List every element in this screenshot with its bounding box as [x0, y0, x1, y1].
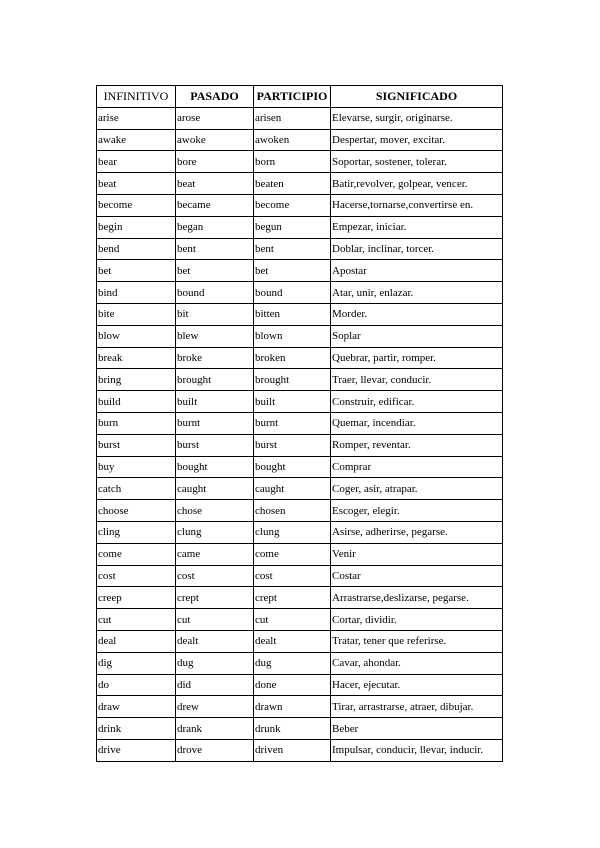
cell-participio: blown — [254, 325, 331, 347]
cell-infinitivo: begin — [97, 216, 176, 238]
cell-participio: done — [254, 674, 331, 696]
irregular-verbs-table — [96, 85, 503, 762]
table-row — [97, 609, 503, 631]
table-row — [97, 543, 503, 565]
cell-pasado: drank — [176, 718, 254, 740]
cell-infinitivo: arise — [97, 107, 176, 129]
cell-pasado: cost — [176, 565, 254, 587]
table-row — [97, 173, 503, 195]
cell-pasado: beat — [176, 173, 254, 195]
cell-significado: Morder. — [331, 303, 503, 325]
table-row — [97, 303, 503, 325]
cell-infinitivo: deal — [97, 630, 176, 652]
cell-pasado: became — [176, 194, 254, 216]
cell-participio: bound — [254, 282, 331, 304]
cell-infinitivo: bind — [97, 282, 176, 304]
cell-infinitivo: buy — [97, 456, 176, 478]
cell-participio: bent — [254, 238, 331, 260]
table-row — [97, 282, 503, 304]
cell-participio: chosen — [254, 500, 331, 522]
cell-pasado: burst — [176, 434, 254, 456]
cell-participio: driven — [254, 739, 331, 761]
cell-participio: burst — [254, 434, 331, 456]
cell-pasado: drew — [176, 696, 254, 718]
cell-participio: come — [254, 543, 331, 565]
cell-pasado: bound — [176, 282, 254, 304]
cell-pasado: bore — [176, 151, 254, 173]
cell-significado: Despertar, mover, excitar. — [331, 129, 503, 151]
table-row — [97, 521, 503, 543]
cell-pasado: caught — [176, 478, 254, 500]
table-row — [97, 456, 503, 478]
cell-significado: Costar — [331, 565, 503, 587]
cell-significado: Venir — [331, 543, 503, 565]
cell-pasado: did — [176, 674, 254, 696]
table-row — [97, 151, 503, 173]
header-infinitivo: INFINITIVO — [97, 86, 176, 108]
cell-pasado: arose — [176, 107, 254, 129]
table-row — [97, 369, 503, 391]
cell-participio: brought — [254, 369, 331, 391]
table-row — [97, 391, 503, 413]
cell-participio: arisen — [254, 107, 331, 129]
cell-participio: burnt — [254, 412, 331, 434]
cell-pasado: burnt — [176, 412, 254, 434]
cell-infinitivo: build — [97, 391, 176, 413]
cell-significado: Romper, reventar. — [331, 434, 503, 456]
cell-infinitivo: do — [97, 674, 176, 696]
table-row — [97, 434, 503, 456]
cell-infinitivo: become — [97, 194, 176, 216]
cell-pasado: blew — [176, 325, 254, 347]
cell-significado: Doblar, inclinar, torcer. — [331, 238, 503, 260]
cell-significado: Impulsar, conducir, llevar, inducir. — [331, 739, 503, 761]
cell-pasado: bought — [176, 456, 254, 478]
cell-pasado: cut — [176, 609, 254, 631]
cell-pasado: broke — [176, 347, 254, 369]
cell-infinitivo: cling — [97, 521, 176, 543]
cell-significado: Traer, llevar, conducir. — [331, 369, 503, 391]
cell-participio: bought — [254, 456, 331, 478]
table-row — [97, 739, 503, 761]
table-row — [97, 325, 503, 347]
table-row — [97, 238, 503, 260]
cell-significado: Quebrar, partir, romper. — [331, 347, 503, 369]
cell-infinitivo: cut — [97, 609, 176, 631]
cell-pasado: drove — [176, 739, 254, 761]
header-participio: PARTICIPIO — [254, 86, 331, 108]
cell-participio: beaten — [254, 173, 331, 195]
cell-significado: Atar, unir, enlazar. — [331, 282, 503, 304]
cell-pasado: clung — [176, 521, 254, 543]
cell-infinitivo: draw — [97, 696, 176, 718]
cell-participio: begun — [254, 216, 331, 238]
cell-infinitivo: catch — [97, 478, 176, 500]
table-body — [97, 107, 503, 761]
cell-pasado: chose — [176, 500, 254, 522]
cell-significado: Empezar, iniciar. — [331, 216, 503, 238]
table-row — [97, 500, 503, 522]
cell-infinitivo: cost — [97, 565, 176, 587]
cell-pasado: dug — [176, 652, 254, 674]
cell-significado: Comprar — [331, 456, 503, 478]
cell-significado: Coger, asir, atrapar. — [331, 478, 503, 500]
header-row — [97, 86, 503, 108]
cell-participio: bet — [254, 260, 331, 282]
cell-significado: Beber — [331, 718, 503, 740]
cell-pasado: came — [176, 543, 254, 565]
cell-infinitivo: burn — [97, 412, 176, 434]
cell-pasado: bet — [176, 260, 254, 282]
table-row — [97, 347, 503, 369]
table-row — [97, 565, 503, 587]
cell-participio: become — [254, 194, 331, 216]
header-pasado: PASADO — [176, 86, 254, 108]
cell-infinitivo: dig — [97, 652, 176, 674]
cell-participio: cost — [254, 565, 331, 587]
cell-significado: Cortar, dividir. — [331, 609, 503, 631]
cell-significado: Batir,revolver, golpear, vencer. — [331, 173, 503, 195]
cell-infinitivo: choose — [97, 500, 176, 522]
table-row — [97, 216, 503, 238]
cell-pasado: built — [176, 391, 254, 413]
cell-infinitivo: beat — [97, 173, 176, 195]
table-row — [97, 587, 503, 609]
cell-participio: born — [254, 151, 331, 173]
cell-infinitivo: bite — [97, 303, 176, 325]
cell-significado: Hacer, ejecutar. — [331, 674, 503, 696]
table-row — [97, 674, 503, 696]
cell-infinitivo: break — [97, 347, 176, 369]
cell-significado: Soportar, sostener, tolerar. — [331, 151, 503, 173]
cell-participio: cut — [254, 609, 331, 631]
cell-significado: Tirar, arrastrarse, atraer, dibujar. — [331, 696, 503, 718]
cell-infinitivo: awake — [97, 129, 176, 151]
cell-infinitivo: blow — [97, 325, 176, 347]
cell-infinitivo: drive — [97, 739, 176, 761]
cell-significado: Soplar — [331, 325, 503, 347]
table-row — [97, 194, 503, 216]
cell-infinitivo: burst — [97, 434, 176, 456]
cell-participio: awoken — [254, 129, 331, 151]
table-row — [97, 412, 503, 434]
cell-participio: dealt — [254, 630, 331, 652]
cell-infinitivo: come — [97, 543, 176, 565]
cell-significado: Cavar, ahondar. — [331, 652, 503, 674]
cell-participio: bitten — [254, 303, 331, 325]
cell-participio: drawn — [254, 696, 331, 718]
table-row — [97, 696, 503, 718]
table-row — [97, 652, 503, 674]
cell-significado: Hacerse,tornarse,convertirse en. — [331, 194, 503, 216]
cell-participio: clung — [254, 521, 331, 543]
cell-significado: Asirse, adherirse, pegarse. — [331, 521, 503, 543]
cell-significado: Arrastrarse,deslizarse, pegarse. — [331, 587, 503, 609]
cell-pasado: bit — [176, 303, 254, 325]
cell-significado: Elevarse, surgir, originarse. — [331, 107, 503, 129]
table-row — [97, 129, 503, 151]
cell-pasado: began — [176, 216, 254, 238]
table-row — [97, 478, 503, 500]
cell-pasado: dealt — [176, 630, 254, 652]
table-row — [97, 630, 503, 652]
cell-infinitivo: bend — [97, 238, 176, 260]
cell-infinitivo: drink — [97, 718, 176, 740]
header-significado: SIGNIFICADO — [331, 86, 503, 108]
cell-participio: dug — [254, 652, 331, 674]
cell-significado: Apostar — [331, 260, 503, 282]
cell-participio: crept — [254, 587, 331, 609]
cell-significado: Construir, edificar. — [331, 391, 503, 413]
cell-infinitivo: bring — [97, 369, 176, 391]
cell-infinitivo: creep — [97, 587, 176, 609]
cell-significado: Tratar, tener que referirse. — [331, 630, 503, 652]
cell-significado: Quemar, incendiar. — [331, 412, 503, 434]
cell-participio: broken — [254, 347, 331, 369]
cell-participio: built — [254, 391, 331, 413]
cell-infinitivo: bear — [97, 151, 176, 173]
cell-pasado: awoke — [176, 129, 254, 151]
cell-pasado: brought — [176, 369, 254, 391]
cell-participio: caught — [254, 478, 331, 500]
table-row — [97, 718, 503, 740]
cell-participio: drunk — [254, 718, 331, 740]
cell-infinitivo: bet — [97, 260, 176, 282]
table-row — [97, 107, 503, 129]
table-row — [97, 260, 503, 282]
cell-pasado: crept — [176, 587, 254, 609]
cell-significado: Escoger, elegir. — [331, 500, 503, 522]
cell-pasado: bent — [176, 238, 254, 260]
